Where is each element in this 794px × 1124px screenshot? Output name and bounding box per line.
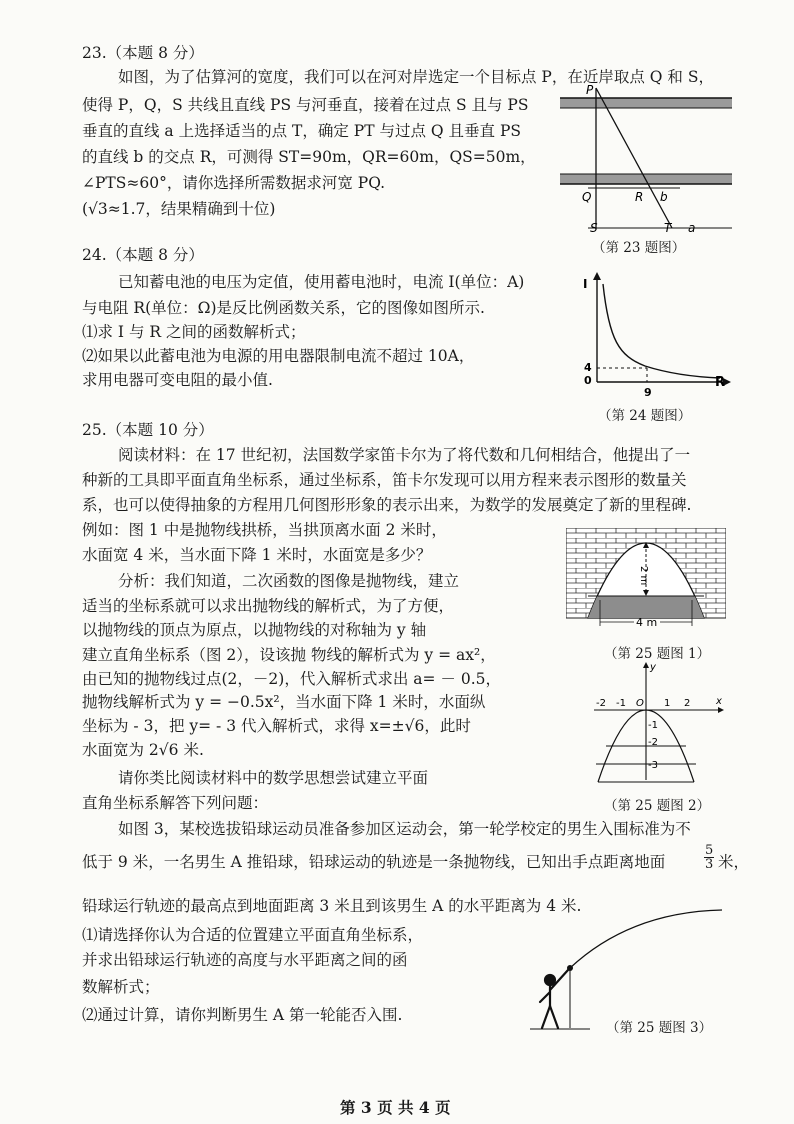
- q24-figure-caption: （第 24 题图）: [598, 408, 692, 424]
- q25-header: 25.（本题 10 分）: [82, 421, 214, 439]
- q25-fig3-caption: （第 25 题图 3）: [606, 1020, 713, 1036]
- q24-text-line: ⑴求 I 与 R 之间的函数解析式；: [82, 323, 306, 341]
- q24-header: 24.（本题 8 分）: [82, 246, 204, 264]
- axis-label-i: I: [583, 277, 588, 291]
- label-r: R: [635, 190, 644, 204]
- fig2-tick: -1: [616, 698, 626, 709]
- fraction-5-3: [704, 844, 714, 871]
- q23-text-line: 使得 P，Q，S 共线且直线 PS 与河垂直，接着在过点 S 且与 PS: [82, 96, 529, 114]
- fig2-axis-y: y: [650, 662, 656, 673]
- q25-text-line: ⑴请选择你认为合适的位置建立平面直角坐标系，: [82, 926, 424, 944]
- tick-9: 9: [644, 386, 652, 399]
- q25-fig3-shot-put: [520, 904, 730, 1034]
- q25-text-line: 铅球运行轨迹的最高点到地面距离 3 米且到该男生 A 的水平距离为 4 米.: [82, 897, 582, 915]
- q25-text-line: 水面宽为 2√6 米.: [82, 741, 204, 759]
- q25-text-line: 并求出铅球运行轨迹的高度与水平距离之间的函: [82, 951, 408, 969]
- label-b: b: [660, 190, 668, 204]
- q25-fig2-coordinate-parabola: [590, 660, 730, 790]
- fig2-tick: -1: [648, 720, 658, 731]
- q25-text-line: 分析：我们知道，二次函数的图像是抛物线，建立: [118, 572, 460, 590]
- q25-text-line: ⑵通过计算，请你判断男生 A 第一轮能否入围.: [82, 1006, 403, 1024]
- fig2-tick: 1: [664, 698, 671, 709]
- q25-text-line: 直角坐标系解答下列问题：: [82, 794, 269, 812]
- tick-4: 4: [584, 361, 592, 374]
- fig2-axis-x: x: [716, 696, 722, 707]
- q25-text-line: 米，: [718, 853, 750, 871]
- q24-text-line: 求用电器可变电阻的最小值.: [82, 371, 273, 389]
- q25-text-line: 请你类比阅读材料中的数学思想尝试建立平面: [118, 769, 429, 787]
- q24-text-line: ⑵如果以此蓄电池为电源的用电器限制电流不超过 10A，: [82, 347, 475, 365]
- q25-text-line: 水面宽 4 米，当水面下降 1 米时，水面宽是多少？: [82, 546, 432, 564]
- q23-text-line: 垂直的直线 a 上选择适当的点 T，确定 PT 与过点 Q 且垂直 PS: [82, 122, 522, 140]
- q25-text-line: 例如：图 1 中是抛物线拱桥，当拱顶离水面 2 米时，: [82, 521, 447, 539]
- q25-text-line: 抛物线解析式为 y = −0.5x²，当水面下降 1 米时，水面纵: [82, 693, 486, 711]
- q25-text-line: 以抛物线的顶点为原点，以抛物线的对称轴为 y 轴: [82, 621, 427, 639]
- fig2-tick: -2: [648, 737, 658, 748]
- q25-fig1-arch-bridge: [566, 528, 726, 638]
- q25-text-line: 种新的工具即平面直角坐标系，通过坐标系，笛卡尔发现可以用方程来表示图形的数量关: [82, 471, 687, 489]
- q25-text-line: 由已知的抛物线过点(2，－2)，代入解析式求出 a= － 0.5，: [82, 670, 501, 688]
- q23-text-line: 的直线 b 的交点 R，可测得 ST=90m，QR=60m，QS=50m，: [82, 148, 536, 166]
- q25-text-line: 阅读材料：在 17 世纪初，法国数学家笛卡尔为了将代数和几何相结合，他提出了一: [118, 446, 691, 464]
- q24-text-line: 已知蓄电池的电压为定值，使用蓄电池时，电流 I(单位：A): [118, 273, 525, 291]
- label-s: S: [590, 221, 598, 234]
- fraction-numerator: 5: [705, 843, 714, 858]
- q25-text-line: 数解析式；: [82, 978, 160, 996]
- q24-inverse-graph: [575, 270, 735, 400]
- q25-text-line: 建立直角坐标系（图 2），设该抛 物线的解析式为 y = ax²，: [82, 646, 496, 664]
- fig1-height-label: 2 m: [638, 566, 649, 586]
- q23-header: 23.（本题 8 分）: [82, 44, 204, 62]
- q23-text-line: ∠PTS≈60°，请你选择所需数据求河宽 PQ.: [82, 174, 386, 192]
- q25-text-line: 适当的坐标系就可以求出抛物线的解析式，为了方便，: [82, 597, 455, 615]
- page-footer: 第 3 页 共 4 页: [340, 1098, 451, 1117]
- q25-text-line: 系，也可以使得抽象的方程用几何图形形象的表示出来，为数学的发展奠定了新的里程碑.: [82, 496, 692, 514]
- q25-text-line: 如图 3，某校选拔铅球运动员准备参加区运动会，第一轮学校定的男生入围标准为不: [118, 820, 691, 838]
- athlete-icon: [540, 970, 568, 1028]
- fig2-origin: O: [636, 698, 644, 709]
- label-p: P: [586, 84, 594, 97]
- q25-text-line: 低于 9 米，一名男生 A 推铅球，铅球运动的轨迹是一条抛物线，已知出手点距离地面: [82, 853, 666, 871]
- fig2-tick: -2: [596, 698, 606, 709]
- axis-label-r: R: [715, 375, 726, 390]
- q23-river-figure: [560, 84, 735, 234]
- label-t: T: [664, 221, 672, 234]
- q25-fig1-caption: （第 25 题图 1）: [604, 646, 711, 662]
- q23-text-line: 如图，为了估算河的宽度，我们可以在河对岸选定一个目标点 P，在近岸取点 Q 和 S，: [118, 68, 714, 86]
- q25-text-line: 坐标为 - 3，把 y= - 3 代入解析式，求得 x=±√6，此时: [82, 717, 471, 735]
- q24-text-line: 与电阻 R(单位：Ω)是反比例函数关系，它的图像如图所示.: [82, 299, 485, 317]
- fig1-width-label: 4 m: [636, 616, 658, 629]
- tick-origin: 0: [584, 374, 592, 387]
- q25-fig2-caption: （第 25 题图 2）: [604, 798, 711, 814]
- fig2-tick: -3: [648, 760, 658, 771]
- fig2-tick: 2: [684, 698, 691, 709]
- q23-figure-caption: （第 23 题图）: [592, 240, 686, 256]
- q23-text-line: (√3≈1.7，结果精确到十位): [82, 200, 276, 218]
- label-q: Q: [582, 190, 592, 204]
- fraction-denominator: 3: [705, 857, 714, 872]
- label-a: a: [688, 221, 696, 234]
